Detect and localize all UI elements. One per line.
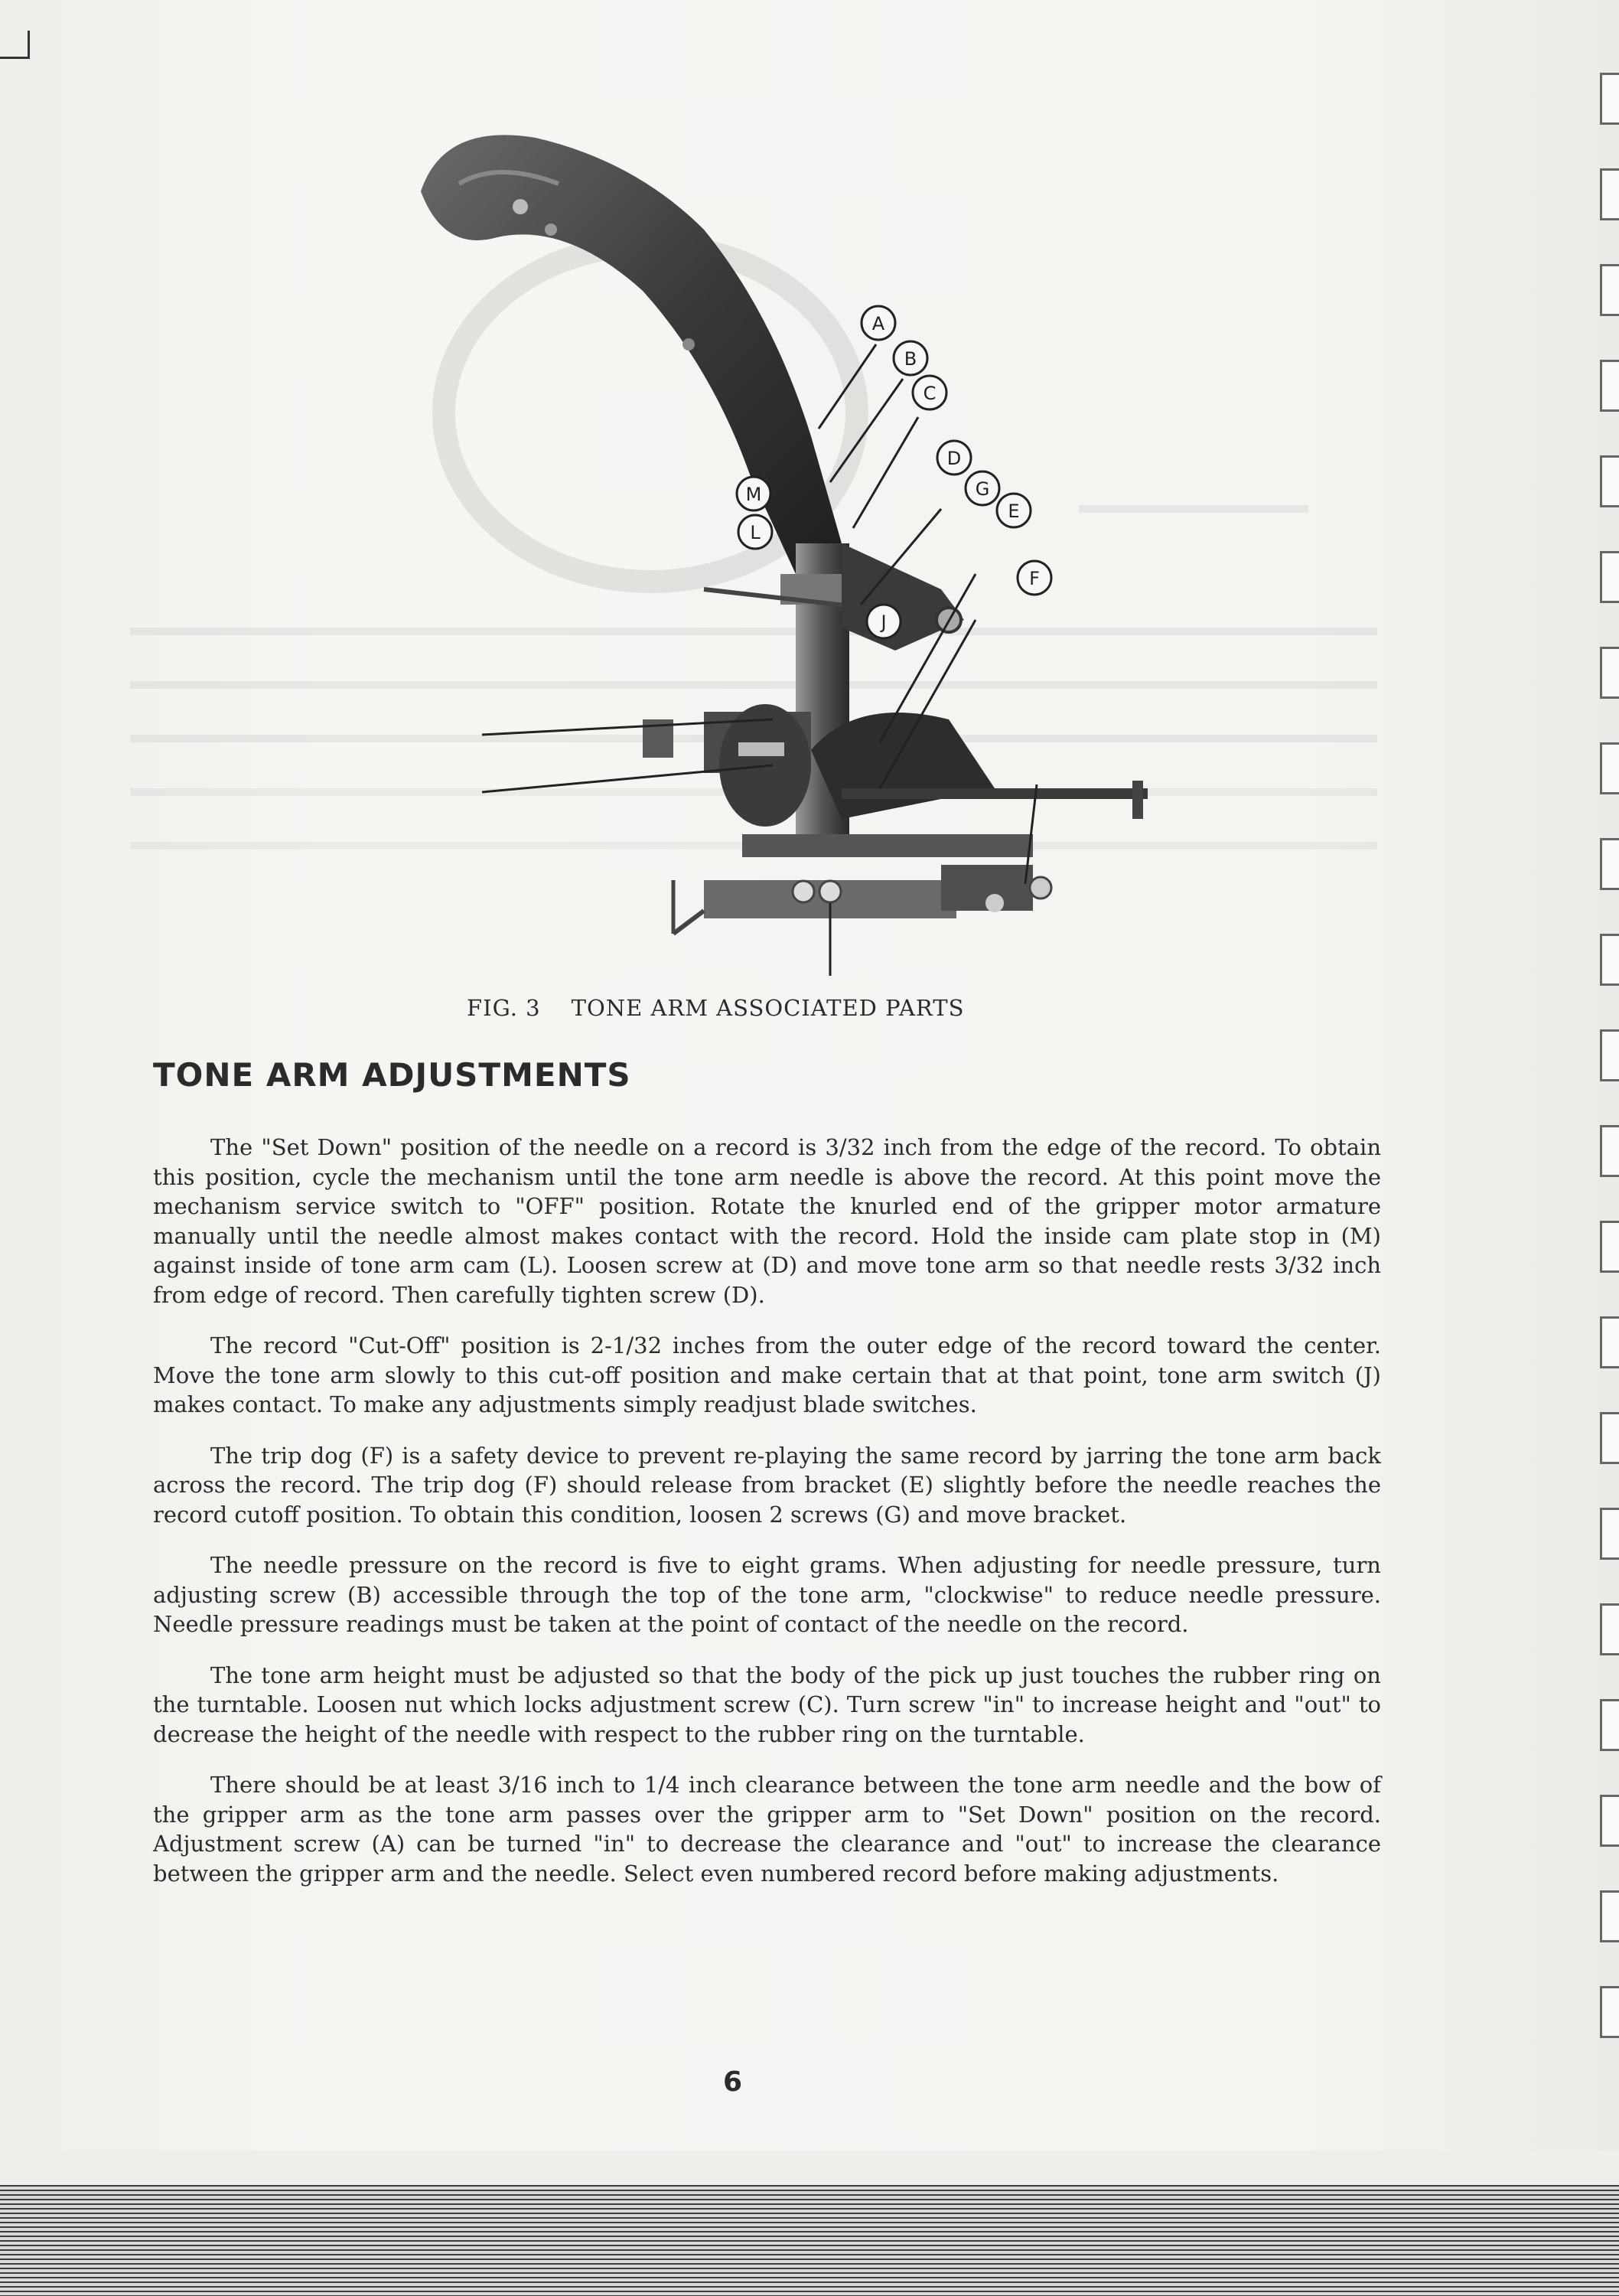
paragraph-clearance: There should be at least 3/16 inch to 1/4 inch clearance between the tone arm needle and the bow of the gripper arm as the tone arm passes over the gripper arm to "Set Down" position on the record. Adjustment screw (A) can be turned "in" to decrease the clearance and "out" to increase the clearance between the gripper arm and the needle. Select even numbered record before making adjustments. (153, 1772, 1381, 1887)
gear-housing (811, 713, 995, 819)
svg-text:G: G (975, 478, 990, 500)
svg-text:C: C (923, 383, 937, 404)
scan-edge-artifact (0, 2185, 1619, 2296)
paragraph-trip-dog: The trip dog (F) is a safety device to prevent re-playing the same record by jarring the tone arm back across the record. The trip dog (F) should release from bracket (E) slightly before the needle reaches the record cutoff position. To obtain this condition, loosen 2 screws (G) and move bracket. (153, 1442, 1381, 1528)
paragraph-needle-pressure: The needle pressure on the record is five to eight grams. When adjusting for needle pressure, turn adjusting screw (B) accessible through the top of the tone arm, "clockwise" to reduce needle pressure. Needle pressure readings must be taken at the point of contact of the needle on the record. (153, 1552, 1381, 1637)
svg-text:D: D (946, 448, 962, 469)
svg-text:J: J (881, 612, 887, 633)
callout-a (862, 306, 895, 340)
callout-l (738, 515, 772, 549)
callout-f (1018, 561, 1051, 595)
figure-caption (467, 995, 1155, 1021)
callout-d (937, 441, 971, 475)
section-body (153, 1133, 1381, 1910)
svg-text:B: B (904, 348, 917, 370)
callout-m (737, 477, 770, 510)
paragraph-cut-off: The record "Cut-Off" position is 2-1/32 inches from the outer edge of the record toward the center. Move the tone arm slowly to this cut-off position and make certain that at that point, tone arm switch (J) makes contact. To make any adjustments simply readjust blade switches. (153, 1332, 1381, 1417)
section-heading: TONE ARM ADJUSTMENTS (153, 1056, 631, 1094)
callout-c (913, 376, 946, 409)
page-number: 6 (723, 2066, 743, 2098)
callout-j (867, 605, 901, 638)
callout-g (966, 471, 999, 505)
trip-bracket (842, 788, 1148, 799)
svg-text:E: E (1008, 501, 1020, 522)
paragraph-arm-height: The tone arm height must be adjusted so that the body of the pick up just touches the rubber ring on the turntable. Loosen nut which locks adjustment screw (C). Turn screw "in" to increase height and "out" to decrease the height of the needle with respect to the rubber ring on the turntable. (153, 1662, 1381, 1747)
callout-b (894, 341, 927, 375)
tone-arm-figure (413, 115, 1178, 995)
svg-text:M: M (745, 484, 762, 505)
svg-text:F: F (1029, 568, 1040, 589)
svg-text:L: L (750, 522, 761, 543)
figure-caption-label: FIG. 3 (467, 995, 541, 1021)
corner-crop-mark (0, 31, 30, 59)
paragraph-set-down: The "Set Down" position of the needle on a record is 3/32 inch from the edge of the record. To obtain this position, cycle the mechanism until the tone arm needle is above the record. At this point move the mechanism service switch to "OFF" position. Rotate the knurled end of the gripper motor armature manually until the needle almost makes contact with the record. Hold the inside cam plate stop in (M) against inside of tone arm cam (L). Loosen screw at (D) and move tone arm so that needle rests 3/32 inch from edge of record. Then carefully tighten screw (D). (153, 1134, 1381, 1308)
callout-e (997, 494, 1031, 527)
scan-edge-gap (0, 2151, 1619, 2185)
svg-text:A: A (871, 313, 885, 334)
figure-caption-title: TONE ARM ASSOCIATED PARTS (571, 995, 965, 1021)
